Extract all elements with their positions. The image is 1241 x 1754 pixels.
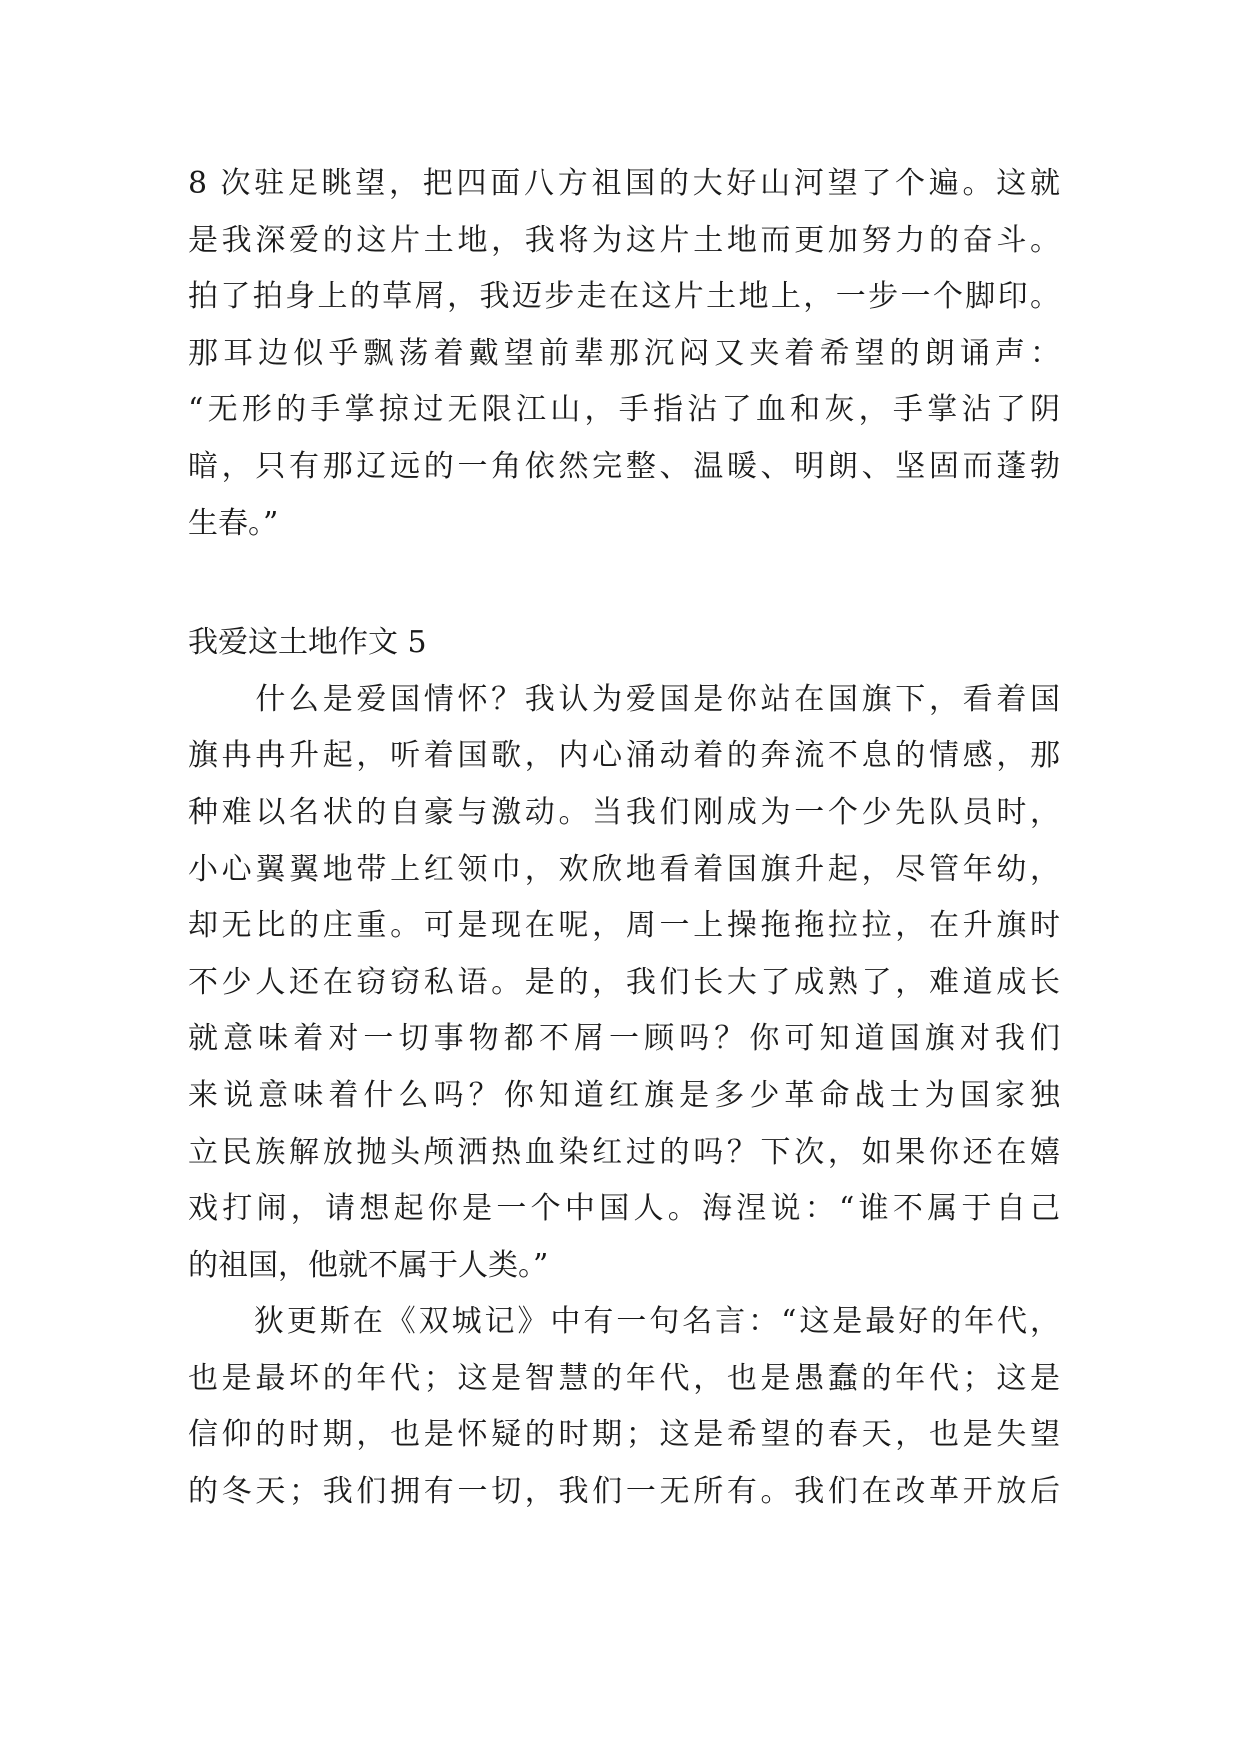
continued-paragraph bbox=[188, 156, 1060, 552]
text-line: 也是最坏的年代；这是智慧的年代，也是愚蠢的年代；这是 bbox=[188, 1360, 1060, 1396]
text-line: 种难以名状的自豪与激动。当我们刚成为一个少先队员时， bbox=[188, 794, 1060, 830]
text-line: 旗冉冉升起，听着国歌，内心涌动着的奔流不息的情感，那 bbox=[188, 738, 1060, 774]
text-line: 什么是爱国情怀？我认为爱国是你站在国旗下，看着国 bbox=[188, 681, 1060, 717]
text-line: 生春。” bbox=[188, 505, 279, 541]
section-heading: 我爱这土地作文 5 bbox=[188, 625, 427, 661]
text-line: 就意味着对一切事物都不屑一顾吗？你可知道国旗对我们 bbox=[188, 1021, 1060, 1057]
text-line: 来说意味着什么吗？你知道红旗是多少革命战士为国家独 bbox=[188, 1077, 1060, 1113]
text-line: 是我深爱的这片土地，我将为这片土地而更加努力的奋斗。 bbox=[188, 222, 1060, 258]
text-line: 戏打闹，请想起你是一个中国人。海涅说：“谁不属于自己 bbox=[188, 1191, 1060, 1227]
paragraph bbox=[188, 672, 1060, 1295]
text-line: 8 次驻足眺望，把四面八方祖国的大好山河望了个遍。这就 bbox=[188, 166, 1060, 201]
text-line: 却无比的庄重。可是现在呢，周一上操拖拖拉拉，在升旗时 bbox=[188, 908, 1060, 944]
text-line: 那耳边似乎飘荡着戴望前辈那沉闷又夹着希望的朗诵声： bbox=[188, 335, 1060, 371]
text-line: 立民族解放抛头颅洒热血染红过的吗？下次，如果你还在嬉 bbox=[188, 1134, 1060, 1170]
text-line: 狄更斯在《双城记》中有一句名言：“这是最好的年代， bbox=[188, 1304, 1060, 1340]
text-line: 拍了拍身上的草屑，我迈步走在这片土地上，一步一个脚印。 bbox=[188, 279, 1060, 315]
section-spacer bbox=[188, 552, 1060, 615]
text-line: 不少人还在窃窃私语。是的，我们长大了成熟了，难道成长 bbox=[188, 964, 1060, 1000]
text-line: 的祖国，他就不属于人类。” bbox=[188, 1247, 549, 1283]
text-line: “无形的手掌掠过无限江山，手指沾了血和灰，手掌沾了阴 bbox=[188, 392, 1060, 428]
text-line: 小心翼翼地带上红领巾，欢欣地看着国旗升起，尽管年幼， bbox=[188, 851, 1060, 887]
text-line: 信仰的时期，也是怀疑的时期；这是希望的春天，也是失望 bbox=[188, 1417, 1060, 1453]
paragraph bbox=[188, 1294, 1060, 1520]
text-line: 的冬天；我们拥有一切，我们一无所有。我们在改革开放后 bbox=[188, 1474, 1060, 1510]
document-page bbox=[188, 156, 1060, 1521]
text-line: 暗，只有那辽远的一角依然完整、温暖、明朗、坚固而蓬勃 bbox=[188, 448, 1060, 484]
